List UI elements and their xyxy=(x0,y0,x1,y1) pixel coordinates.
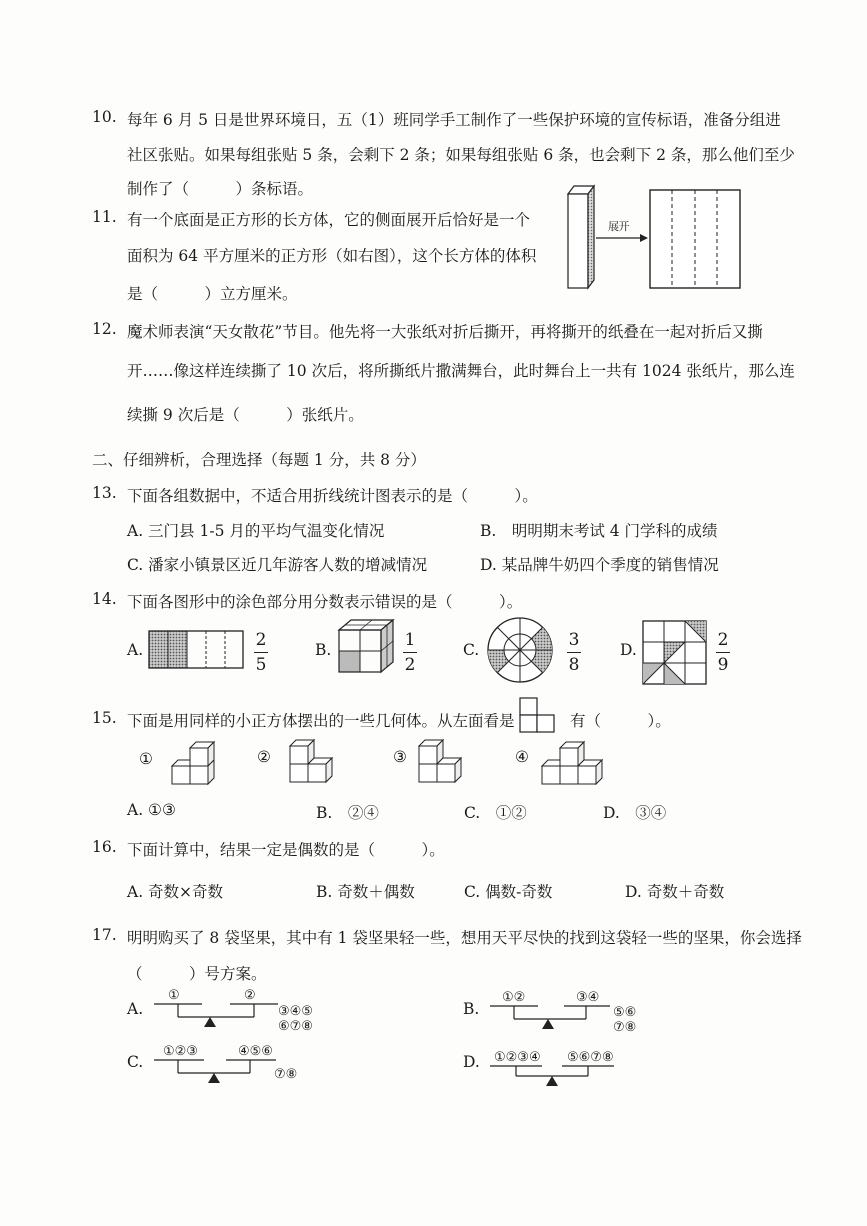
question-text-line: 社区张贴。如果每组张贴 5 条，会剩下 2 条；如果每组张贴 6 条，也会剩下 2 条，那么他们至少 xyxy=(127,146,795,164)
remaining-bags: ⑦⑧ xyxy=(613,1020,637,1035)
left-pan-bags: ①②③ xyxy=(163,1044,198,1059)
section-title: 二、仔细辨析，合理选择（每题 1 分，共 8 分） xyxy=(92,451,426,469)
option-b-label[interactable]: B. xyxy=(463,1000,480,1018)
numerator: 3 xyxy=(568,630,580,650)
balance-scale-a[interactable] xyxy=(152,1002,282,1030)
question-number: 15. xyxy=(92,709,117,727)
option-c-label[interactable]: C. xyxy=(463,641,480,659)
fraction-bar xyxy=(567,652,581,653)
option-d[interactable]: D. ③④ xyxy=(603,804,667,822)
remaining-bags: ⑥⑦⑧ xyxy=(278,1019,313,1034)
left-pan-bags: ① xyxy=(168,988,180,1003)
option-a-label[interactable]: A. xyxy=(127,641,144,659)
option-b-label[interactable]: B. xyxy=(315,641,332,659)
right-pan-bags: ④⑤⑥ xyxy=(238,1044,273,1059)
question-text-line: （ ）号方案。 xyxy=(127,965,267,983)
numerator: 1 xyxy=(404,630,416,650)
question-text-line: 制作了（ ）条标语。 xyxy=(127,180,314,198)
question-text-line: 面积为 64 平方厘米的正方形（如右图），这个长方体的体积 xyxy=(127,247,537,265)
fraction-bar xyxy=(403,652,417,653)
left-pan-bags: ①②③④ xyxy=(494,1050,541,1065)
numerator: 2 xyxy=(717,630,729,650)
option-a-fraction xyxy=(254,630,268,675)
option-c-fraction xyxy=(567,630,581,675)
question-text-line: 明明购买了 8 袋坚果，其中有 1 袋坚果轻一些，想用天平尽快的找到这袋轻一些的坚果，你会选择 xyxy=(127,929,802,947)
unfold-label: 展开 xyxy=(608,220,629,233)
option-c-circle-figure[interactable] xyxy=(486,616,554,684)
question-stem-end: 有（ ）。 xyxy=(570,712,671,730)
option-b-cube-figure[interactable] xyxy=(337,618,397,674)
question-number: 11. xyxy=(92,208,117,226)
question-number: 16. xyxy=(92,838,117,856)
balance-scale-b[interactable] xyxy=(488,1004,618,1032)
question-number: 17. xyxy=(92,926,117,944)
question-number: 14. xyxy=(92,590,117,608)
solid-figure-3 xyxy=(417,738,469,790)
left-pan-bags: ①② xyxy=(502,990,526,1005)
solid-figure-2 xyxy=(288,738,340,790)
option-d[interactable]: D. 某品牌牛奶四个季度的销售情况 xyxy=(480,556,719,574)
option-c[interactable]: C. 潘家小镇景区近几年游客人数的增减情况 xyxy=(127,556,428,574)
option-d-label[interactable]: D. xyxy=(463,1053,480,1071)
fraction-bar xyxy=(254,652,268,653)
question-stem: 下面是用同样的小正方体摆出的一些几何体。从左面看是 xyxy=(127,712,515,730)
solid-figure-1 xyxy=(170,740,222,792)
option-d-grid-figure[interactable] xyxy=(642,620,708,686)
balance-scale-c[interactable] xyxy=(152,1058,282,1086)
fraction-bar xyxy=(716,652,730,653)
option-b[interactable]: B. 奇数＋偶数 xyxy=(316,883,415,901)
remaining-bags: ⑦⑧ xyxy=(274,1067,298,1082)
option-c[interactable]: C. 偶数-奇数 xyxy=(464,883,553,901)
option-c-label[interactable]: C. xyxy=(127,1053,144,1071)
option-c[interactable]: C. ①② xyxy=(464,804,527,822)
question-stem: 下面各组数据中，不适合用折线统计图表示的是（ ）。 xyxy=(127,487,538,505)
question-stem: 下面计算中，结果一定是偶数的是（ ）。 xyxy=(127,841,445,859)
cuboid-unfold-figure xyxy=(560,184,750,294)
option-a-rect-figure[interactable] xyxy=(148,630,244,670)
figure-label-3: ③ xyxy=(393,748,407,766)
remaining-bags: ③④⑤ xyxy=(278,1004,313,1019)
option-d-fraction xyxy=(716,630,730,675)
question-text-line: 魔术师表演“天女散花”节目。他先将一大张纸对折后撕开，再将撕开的纸叠在一起对折后又撕 xyxy=(127,323,763,341)
left-view-figure xyxy=(519,697,559,737)
solid-figure-4 xyxy=(540,740,606,792)
question-number: 13. xyxy=(92,484,117,502)
question-stem: 下面各图形中的涂色部分用分数表示错误的是（ ）。 xyxy=(127,593,523,611)
denominator: 2 xyxy=(404,655,416,675)
question-text-line: 每年 6 月 5 日是世界环境日，五（1）班同学手工制作了一些保护环境的宣传标语，准备分组进 xyxy=(127,111,781,129)
denominator: 8 xyxy=(568,655,580,675)
question-text-line: 有一个底面是正方形的长方体，它的侧面展开后恰好是一个 xyxy=(127,211,531,229)
option-a[interactable]: A. 奇数×奇数 xyxy=(127,883,224,901)
question-text-line: 是（ ）立方厘米。 xyxy=(127,285,298,303)
right-pan-bags: ② xyxy=(244,988,256,1003)
option-b-fraction xyxy=(403,630,417,675)
question-number: 12. xyxy=(92,320,117,338)
right-pan-bags: ⑤⑥⑦⑧ xyxy=(567,1050,614,1065)
question-text-line: 开……像这样连续撕了 10 次后，将所撕纸片撒满舞台，此时舞台上一共有 1024 张纸片，那么连 xyxy=(127,362,795,380)
option-d[interactable]: D. 奇数＋奇数 xyxy=(625,883,725,901)
option-a[interactable]: A. 三门县 1-5 月的平均气温变化情况 xyxy=(127,522,385,540)
question-text-line: 续撕 9 次后是（ ）张纸片。 xyxy=(127,406,364,424)
right-pan-bags: ③④ xyxy=(576,990,600,1005)
figure-label-1: ① xyxy=(139,750,153,768)
figure-label-4: ④ xyxy=(515,748,529,766)
denominator: 5 xyxy=(255,655,267,675)
option-a[interactable]: A. ①③ xyxy=(127,801,176,819)
option-b[interactable]: B. ②④ xyxy=(316,804,379,822)
option-b[interactable]: B. 明明期末考试 4 门学科的成绩 xyxy=(480,522,718,540)
figure-label-2: ② xyxy=(257,748,271,766)
balance-scale-d[interactable] xyxy=(488,1064,618,1092)
denominator: 9 xyxy=(717,655,729,675)
numerator: 2 xyxy=(255,630,267,650)
option-d-label[interactable]: D. xyxy=(620,641,637,659)
option-a-label[interactable]: A. xyxy=(127,1000,144,1018)
question-number: 10. xyxy=(92,108,117,126)
remaining-bags: ⑤⑥ xyxy=(613,1005,637,1020)
